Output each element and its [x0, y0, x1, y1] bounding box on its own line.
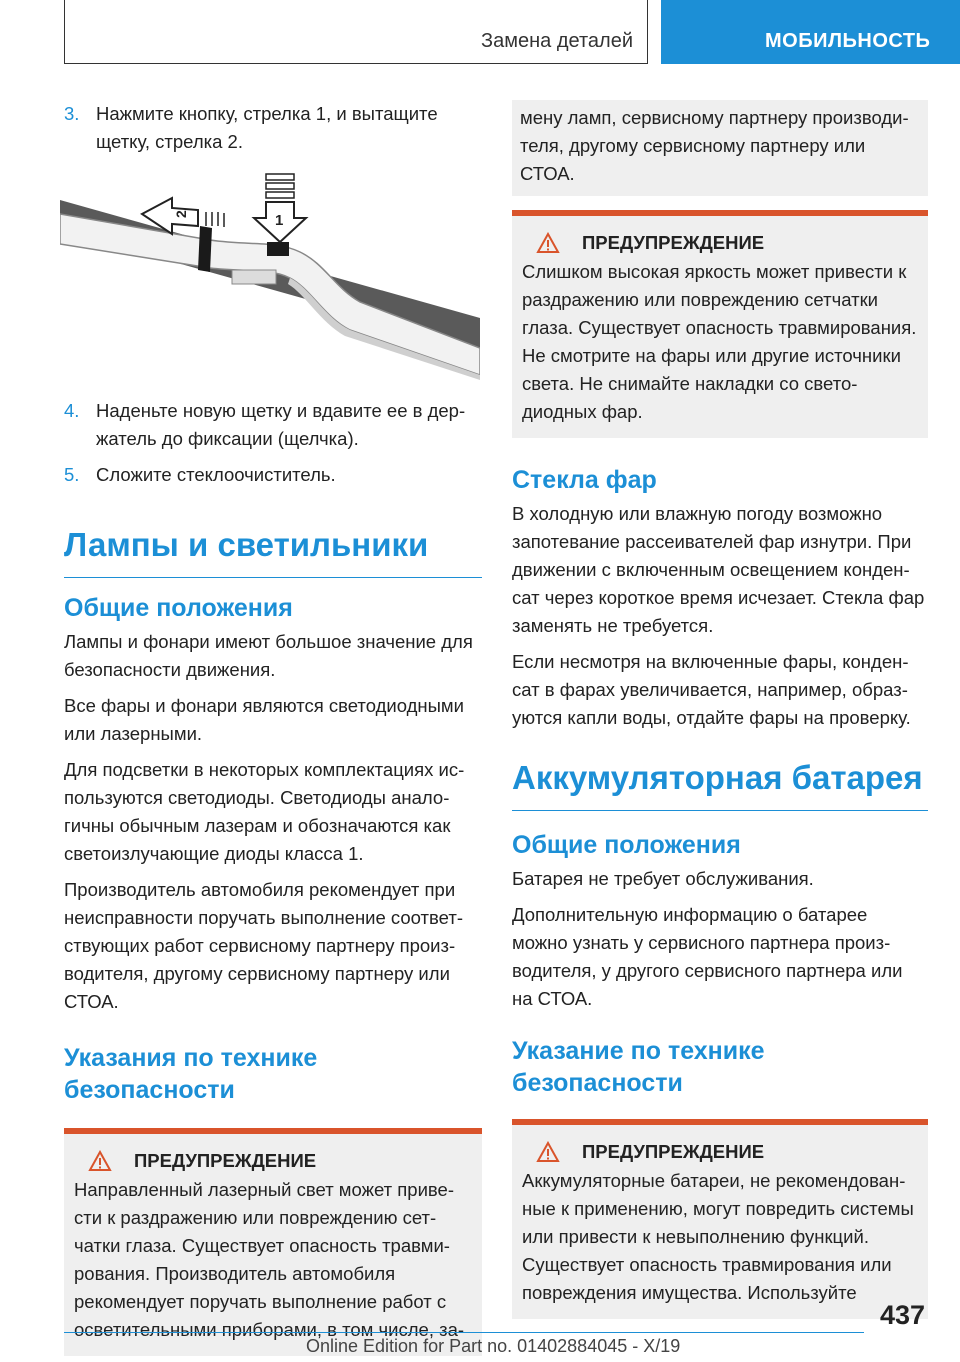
warning-text: Слишком высокая яркость может привести к раздражению или повреждению сетчатки глаза. Существует опасность травмирования. Не смотрите на фары или другие источники света. Не снимайте накладки со светодиодных фар. [522, 261, 917, 422]
step-number: 4. [64, 400, 80, 421]
section-heading-lamps: Лампы и светильники [64, 525, 482, 578]
right-column [512, 100, 928, 1319]
paragraph: Если несмотря на включенные фары, конденсат в фарах увеличивается, например, образуются капли воды, отдайте фары на проверку. [512, 651, 911, 728]
paragraph: В холодную или влажную погоду возможно запотевание рассеивателей фар изнутри. При движении с включенным освещением конденсат через короткое время исчезает. Стекла фар заменять не требуется. [512, 503, 925, 636]
step-text: Нажмите кнопку, стрелка 1, и вытащите щетку, стрелка 2. [96, 103, 438, 152]
header-chapter-box [661, 0, 960, 64]
warning-title-row [522, 232, 918, 254]
warning-title: ПРЕДУПРЕЖДЕНИЕ [134, 1150, 317, 1171]
warning-box-brightness [512, 210, 928, 438]
warning-title: ПРЕДУПРЕЖДЕНИЕ [582, 1141, 765, 1162]
step-number: 3. [64, 103, 80, 124]
paragraph: Дополнительную информацию о батарее можно узнать у сервисного партнера производителя, у другого сервисного партнера или на СТОА. [512, 904, 903, 1009]
arrow-label-1: 1 [275, 212, 284, 229]
warning-title-row [74, 1150, 472, 1172]
paragraph: Для подсветки в некоторых комплектациях используются светодиоды. Светодиоды аналогичны обычным лазерам и обозначаются как светоизлучающие диоды класса 1. [64, 759, 465, 864]
warning-triangle-icon [536, 232, 560, 254]
warning-triangle-icon [88, 1150, 112, 1172]
header-chapter-title: МОБИЛЬНОСТЬ [765, 30, 931, 52]
page-number: 437 [880, 1300, 926, 1330]
footer-divider [64, 1332, 864, 1333]
step-text: Сложите стеклоочиститель. [96, 464, 336, 485]
continued-text: мену ламп, сервисному партнеру производителя, другому сервисному партнеру или СТОА. [520, 107, 909, 184]
paragraph: Батарея не требует обслуживания. [512, 868, 814, 889]
warning-box-battery [512, 1119, 928, 1319]
paragraph: Все фары и фонари являются светодиодными или лазерными. [64, 695, 464, 744]
warning-triangle-icon [536, 1141, 560, 1163]
paragraph: Производитель автомобиля рекомендует при неисправности поручать выполнение соответствующих работ сервисному партнеру производителя, другому сервисному партнеру или СТОА. [64, 879, 463, 1012]
subheading-safety: Указания по технике безопасности [64, 1044, 318, 1104]
left-column [64, 100, 482, 1356]
step-number: 5. [64, 464, 80, 485]
subheading-battery-safety: Указание по технике безопасности [512, 1037, 765, 1097]
section-heading-battery: Аккумуляторная батарея [512, 758, 928, 811]
continued-warning-box [512, 100, 928, 196]
subheading-general: Общие положения [64, 594, 293, 622]
warning-text: Направленный лазерный свет может привести к раздражению или повреждению сетчатки глаза. Существует опасность травмирования. Производитель автомобиля рекомендует поручать выполнение работ с осветительными приборами, в том числе, за- [74, 1179, 465, 1340]
subheading-battery-general: Общие положения [512, 831, 741, 859]
header-section-box [64, 0, 648, 64]
step-text: Наденьте новую щетку и вдавите ее в держатель до фиксации (щелчка). [96, 400, 466, 449]
warning-box-laser [64, 1128, 482, 1356]
wiper-illustration [60, 170, 482, 385]
warning-title: ПРЕДУПРЕЖДЕНИЕ [582, 232, 765, 253]
footer-edition: Online Edition for Part no. 01402884045 - X/19 [306, 1336, 681, 1356]
step-5 [64, 461, 482, 489]
wiper-blade-image [60, 170, 480, 380]
warning-title-row [522, 1141, 918, 1163]
warning-text: Аккумуляторные батареи, не рекомендованные к применению, могут повредить системы или привести к невыполнению функций. Существует опасность травмирования или повреждения имущества. Используйте [522, 1170, 914, 1303]
step-4 [64, 397, 482, 453]
subheading-headlight-glass: Стекла фар [512, 466, 657, 494]
arrow-label-2: 2 [173, 210, 189, 218]
header-section-title: Замена деталей [481, 30, 633, 52]
paragraph: Лампы и фонари имеют большое значение для безопасности движения. [64, 631, 473, 680]
step-3 [64, 100, 482, 156]
